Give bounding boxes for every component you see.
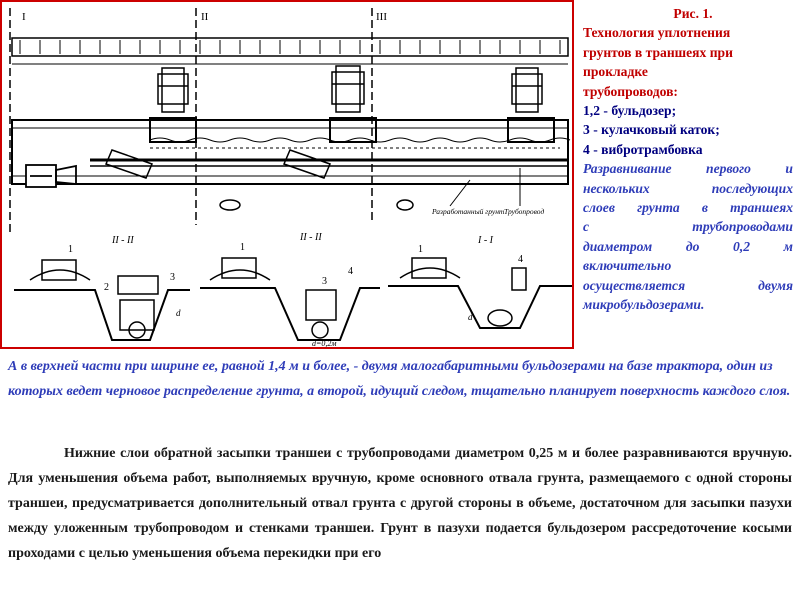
- caption-subtitle-line: Технология уплотнения: [583, 25, 731, 41]
- caption-note-line: осуществляется двумя: [583, 277, 793, 293]
- callout-label: Разработанный грунт: [432, 207, 505, 216]
- callout-number: 1: [240, 242, 245, 253]
- callout-number: 4: [518, 254, 523, 265]
- section-label: II: [201, 11, 209, 23]
- caption-subtitle-line: прокладке: [583, 64, 648, 80]
- italic-paragraph: А в верхней части при ширине ее, равной 1,4 м и более, - двумя малогабаритными бульдозерами на базе трактора, один из которых ведет черновое распределение грунта, а второй, идущий следом, тщательно планирует поверхность каждого слоя.: [8, 359, 791, 399]
- caption-note-line: с трубопроводами: [583, 219, 793, 235]
- section-label: III: [376, 11, 387, 23]
- callout-number: 1: [68, 244, 73, 255]
- caption-note-line: микробульдозерами.: [583, 297, 705, 313]
- section-title: II - II: [300, 232, 322, 243]
- caption-note-line: включительно: [583, 258, 672, 274]
- caption-title: Рис. 1.: [673, 6, 713, 21]
- caption-note-line: Разравнивание первого и: [583, 161, 793, 177]
- section-title: II - II: [112, 235, 134, 246]
- body-paragraph: Нижние слои обратной засыпки траншеи с трубопроводами диаметром 0,25 м и более разравниваются вручную. Для уменьшения объема работ, выполняемых вручную, кроме основного отвала грунта, размещаемого с одной стороны траншеи, предусматривается дополнительный отвал грунта с другой стороны в объеме, достаточном для засыпки пазухи между уложенным трубопроводом и стенками траншеи. Грунт в пазухи подается бульдозером рассредоточение косыми проходами с целью уменьшения объема перекидки при его: [8, 446, 792, 561]
- callout-number: 2: [104, 282, 109, 293]
- caption-subtitle-line: трубопроводов:: [583, 83, 678, 99]
- figure-caption: [583, 4, 793, 315]
- callout-label: Трубопровод: [504, 207, 545, 216]
- callout-number: 3: [322, 276, 327, 287]
- legend-item: 4 - вибротрамбовка: [583, 141, 703, 157]
- callout-number: 3: [170, 272, 175, 283]
- section-label: I: [22, 11, 26, 23]
- callout-number: 4: [348, 266, 353, 277]
- caption-note-line: диаметром до 0,2 м: [583, 238, 793, 254]
- dimension-label: d: [468, 312, 473, 322]
- legend-item: 1,2 - бульдозер;: [583, 103, 677, 119]
- caption-note-line: нескольких последующих: [583, 180, 793, 196]
- section-title: I - I: [478, 235, 493, 246]
- callout-number: 1: [418, 244, 423, 255]
- technical-figure: [0, 0, 574, 350]
- dimension-label: d=0,2м: [312, 339, 337, 348]
- dimension-label: d: [176, 308, 181, 318]
- caption-note-line: слоев грунта в траншеях: [583, 200, 793, 216]
- caption-subtitle-line: грунтов в траншеях при: [583, 44, 733, 60]
- legend-item: 3 - кулачковый каток;: [583, 122, 720, 138]
